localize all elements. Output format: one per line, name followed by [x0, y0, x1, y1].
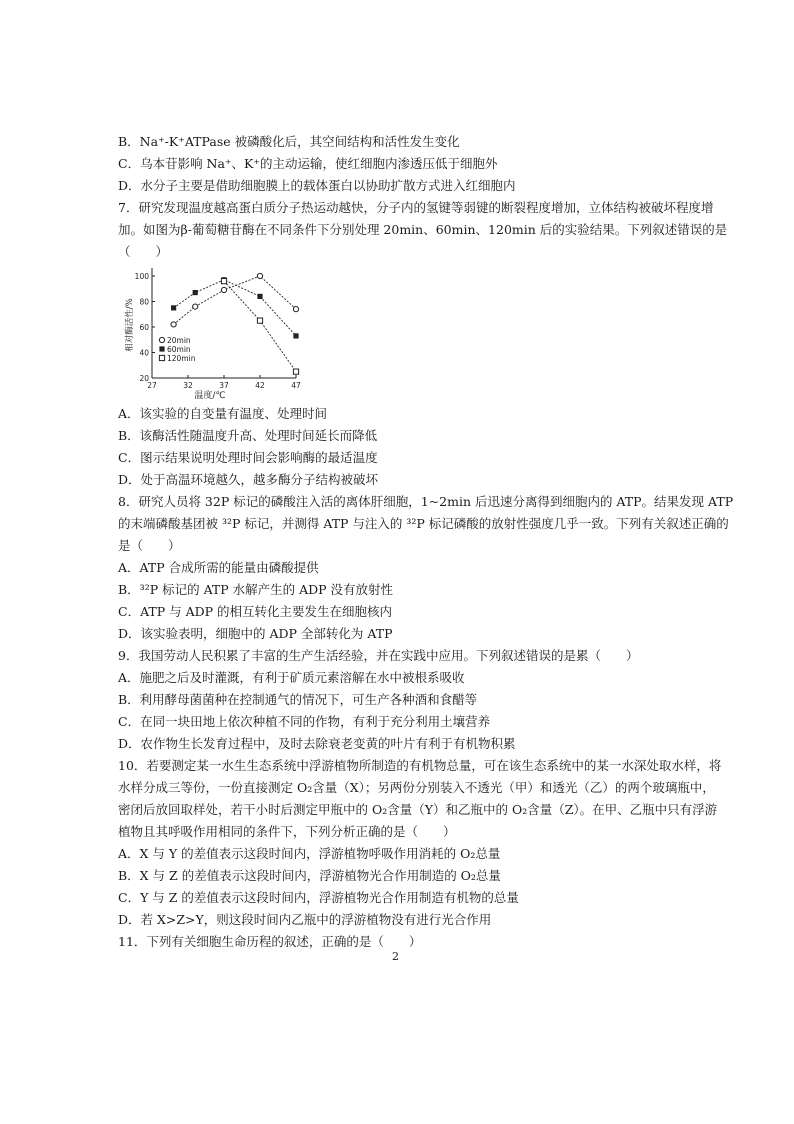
q7-option-b: B．该酶活性随温度升高、处理时间延长而降低 — [118, 428, 378, 443]
q10-option-b: B．X 与 Z 的差值表示这段时间内，浮游植物光合作用制造的 O₂总量 — [118, 868, 501, 883]
y-tick-label: 60 — [139, 323, 149, 332]
x-tick-label: 32 — [183, 381, 193, 390]
x-tick-label: 47 — [291, 381, 301, 390]
data-point-60min — [171, 305, 176, 310]
q9-option-d: D．农作物生长发育过程中，及时去除衰老变黄的叶片有利于有机物积累 — [118, 736, 516, 751]
q7-option-d: D．处于高温环境越久，越多酶分子结构被破坏 — [118, 472, 379, 487]
data-point-120min — [221, 279, 226, 284]
legend-label: 60min — [167, 345, 191, 354]
page-number: 2 — [392, 950, 399, 963]
q6-option-b: B．Na⁺-K⁺ATPase 被磷酸化后，其空间结构和活性发生变化 — [118, 134, 460, 149]
y-axis-label: 相对酶活性/% — [125, 298, 135, 352]
q9-stem: 9．我国劳动人民积累了丰富的生产生活经验，并在实践中应用。下列叙述错误的是累（ ） — [118, 648, 639, 663]
data-point-20min — [257, 273, 262, 278]
q9-option-a: A．施肥之后及时灌溉，有利于矿质元素溶解在水中被根系吸收 — [118, 670, 465, 685]
y-tick-label: 40 — [139, 348, 149, 358]
legend-label: 120min — [167, 354, 196, 363]
q10-option-d: D．若 X>Z>Y，则这段时间内乙瓶中的浮游植物没有进行光合作用 — [118, 912, 492, 927]
q8-option-c: C．ATP 与 ADP 的相互转化主要发生在细胞核内 — [118, 604, 393, 619]
q6-option-d: D．水分子主要是借助细胞膜上的载体蛋白以协助扩散方式进入红细胞内 — [118, 178, 516, 193]
y-tick-label: 20 — [139, 374, 149, 383]
data-point-120min — [293, 369, 298, 374]
series-line-60min — [174, 280, 296, 336]
q7-option-c: C．图示结果说明处理时间会影响酶的最适温度 — [118, 450, 378, 465]
x-tick-label: 42 — [255, 381, 265, 390]
data-point-60min — [257, 294, 262, 299]
q10-stem-line-2: 水样分成三等份，一份直接测定 O₂含量（X）；另两份分别装入不透光（甲）和透光（乙）的两个玻璃瓶中， — [118, 780, 715, 795]
q8-stem-line-3: 是（ ） — [118, 538, 181, 553]
data-point-60min — [293, 333, 298, 338]
q6-option-c: C．乌本苷影响 Na⁺、K⁺的主动运输，使红细胞内渗透压低于细胞外 — [118, 156, 498, 171]
q9-option-c: C．在同一块田地上依次种植不同的作物，有利于充分利用土壤营养 — [118, 714, 491, 729]
q8-stem-line-2: 的末端磷酸基团被 ³²P 标记，并测得 ATP 与注入的 ³²P 标记磷酸的放射性强度几乎一致。下列有关叙述正确的 — [118, 516, 729, 531]
legend-label: 20min — [167, 336, 191, 345]
data-point-20min — [193, 304, 198, 309]
data-point-20min — [221, 287, 226, 292]
data-point-20min — [293, 307, 298, 312]
y-tick-label: 100 — [134, 272, 149, 281]
q8-option-a: A．ATP 合成所需的能量由磷酸提供 — [118, 560, 319, 575]
q7-stem-line-2: 加。如图为β-葡萄糖苷酶在不同条件下分别处理 20min、60min、120min 后的实验结果。下列叙述错误的是 — [118, 222, 728, 237]
data-point-60min — [193, 290, 198, 295]
q7-stem-line-3: （ ） — [118, 244, 169, 259]
q10-stem-line-4: 植物且其呼吸作用相同的条件下，下列分析正确的是（ ） — [118, 824, 456, 839]
q10-stem-line-1: 10．若要测定某一水生生态系统中浮游植物所制造的有机物总量，可在该生态系统中的某一水深处取水样，将 — [118, 758, 722, 773]
q10-option-a: A．X 与 Y 的差值表示这段时间内，浮游植物呼吸作用消耗的 O₂总量 — [118, 846, 501, 861]
enzyme-activity-chart — [118, 262, 308, 400]
q8-stem-line-1: 8．研究人员将 32P 标记的磷酸注入活的离体肝细胞，1~2min 后迅速分离得到细胞内的 ATP。结果发现 ATP — [118, 494, 734, 509]
x-tick-label: 27 — [147, 381, 157, 390]
y-tick-label: 80 — [139, 297, 149, 307]
series-line-20min — [174, 276, 296, 324]
legend-marker-120min — [159, 355, 164, 360]
data-point-20min — [171, 322, 176, 327]
x-tick-label: 37 — [219, 381, 229, 390]
legend-marker-60min — [159, 346, 164, 351]
legend-marker-20min — [159, 337, 164, 342]
q7-option-a: A．该实验的自变量有温度、处理时间 — [118, 406, 328, 421]
x-axis-label: 温度/℃ — [194, 391, 226, 400]
q7-stem-line-1: 7．研究发现温度越高蛋白质分子热运动越快，分子内的氢键等弱键的断裂程度增加，立体结构被破坏程度增 — [118, 200, 714, 215]
q10-stem-line-3: 密闭后放回取样处，若干小时后测定甲瓶中的 O₂含量（Y）和乙瓶中的 O₂含量（Z）。在甲、乙瓶中只有浮游 — [118, 802, 718, 817]
q8-option-d: D．该实验表明，细胞中的 ADP 全部转化为 ATP — [118, 626, 393, 641]
q8-option-b: B．³²P 标记的 ATP 水解产生的 ADP 没有放射性 — [118, 582, 394, 597]
data-point-120min — [257, 318, 262, 323]
q10-option-c: C．Y 与 Z 的差值表示这段时间内，浮游植物光合作用制造有机物的总量 — [118, 890, 519, 905]
q9-option-b: B．利用酵母菌菌种在控制通气的情况下，可生产各种酒和食醋等 — [118, 692, 478, 707]
q11-stem: 11．下列有关细胞生命历程的叙述，正确的是（ ） — [118, 934, 422, 949]
